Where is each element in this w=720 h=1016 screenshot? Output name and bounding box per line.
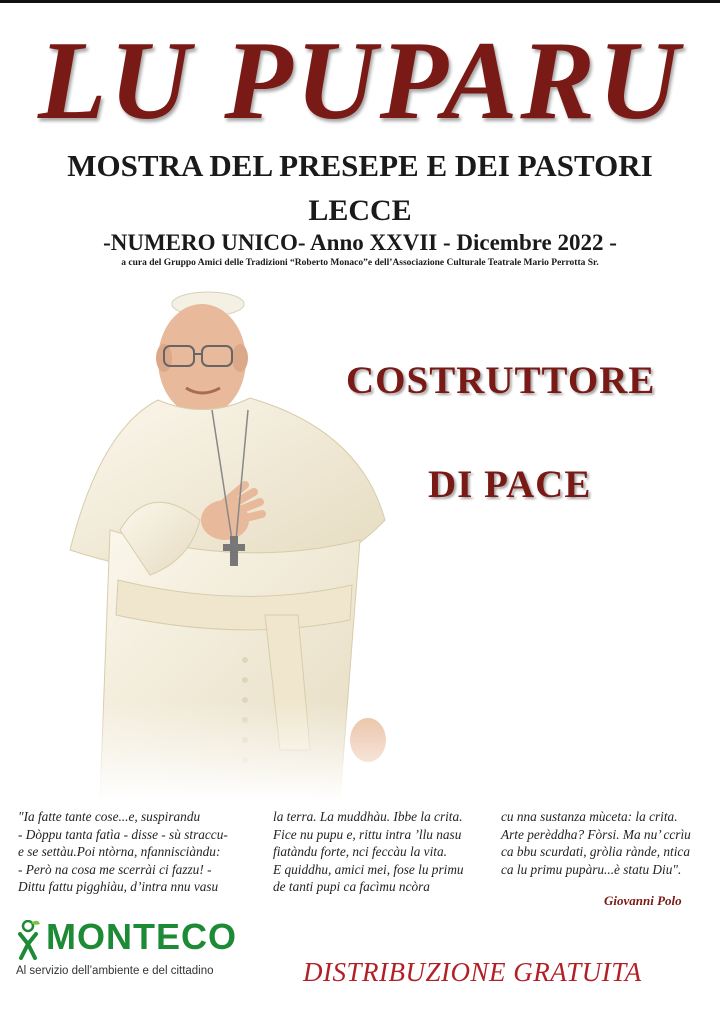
poem-line: de tanti pupi ca facìmu ncòra [273, 879, 430, 894]
poem-author: Giovanni Polo [604, 893, 682, 908]
poem-line: la terra. La muddhàu. Ibbe la crita. [273, 809, 463, 824]
sponsor-name: MONTECO [46, 916, 237, 957]
poem-line: fiatàndu forte, nci feccàu la vita. [273, 844, 447, 859]
poem-line: E quiddhu, amici mei, fose lu primu [273, 861, 464, 877]
poem-line: cu nna sustanza mùceta: la crita. [501, 809, 678, 824]
poem-line: Fice nu pupu e, rittu intra ’llu nasu [273, 826, 462, 842]
poem-line: - Dòppu tanta fatìa - disse - sù straccu- [18, 826, 228, 842]
headline-line-2: DI PACE [428, 463, 592, 506]
issue-line: -NUMERO UNICO- Anno XXVII - Dicembre 2022 - [103, 230, 617, 255]
subtitle: MOSTRA DEL PRESEPE E DEI PASTORI [67, 148, 653, 183]
poem-line: Dittu fattu pigghiàu, d’intra nnu vasu [18, 879, 219, 894]
poem-line: e se settàu.Poi ntòrna, nfannisciàndu: [18, 844, 221, 859]
poem-line: ca lu primu pupàru...è statu Diu". [501, 861, 682, 877]
poem-column-1 [18, 808, 228, 896]
sponsor-tagline: Al servizio dell’ambiente e del cittadino [16, 965, 214, 977]
headline-line-1: COSTRUTTORE [346, 359, 656, 402]
poem-line: - Però na cosa me scerrài ci fazzu! - [18, 861, 212, 877]
poem-column-2 [273, 808, 464, 896]
poem-line: "Ia fatte tante cose...e, suspirandu [18, 809, 201, 824]
masthead-title: LU PUPARU [38, 19, 682, 143]
top-border [0, 0, 720, 3]
poem-column-3 [501, 808, 691, 878]
distribution-notice: DISTRIBUZIONE GRATUITA [303, 957, 642, 987]
city: LECCE [308, 194, 412, 227]
person-leaf-icon [16, 920, 44, 960]
poem-line: Arte perèddha? Fòrsi. Ma nu’ ccrìu [501, 826, 691, 842]
curated-by: a cura del Gruppo Amici delle Tradizioni “Roberto Monaco”e dell’Associazione Culturale Teatrale Mario Perrotta Sr. [121, 258, 599, 268]
poem-line: ca bbu scurdati, gròlia rànde, ntica [501, 844, 690, 859]
monteco-logo [16, 916, 256, 990]
